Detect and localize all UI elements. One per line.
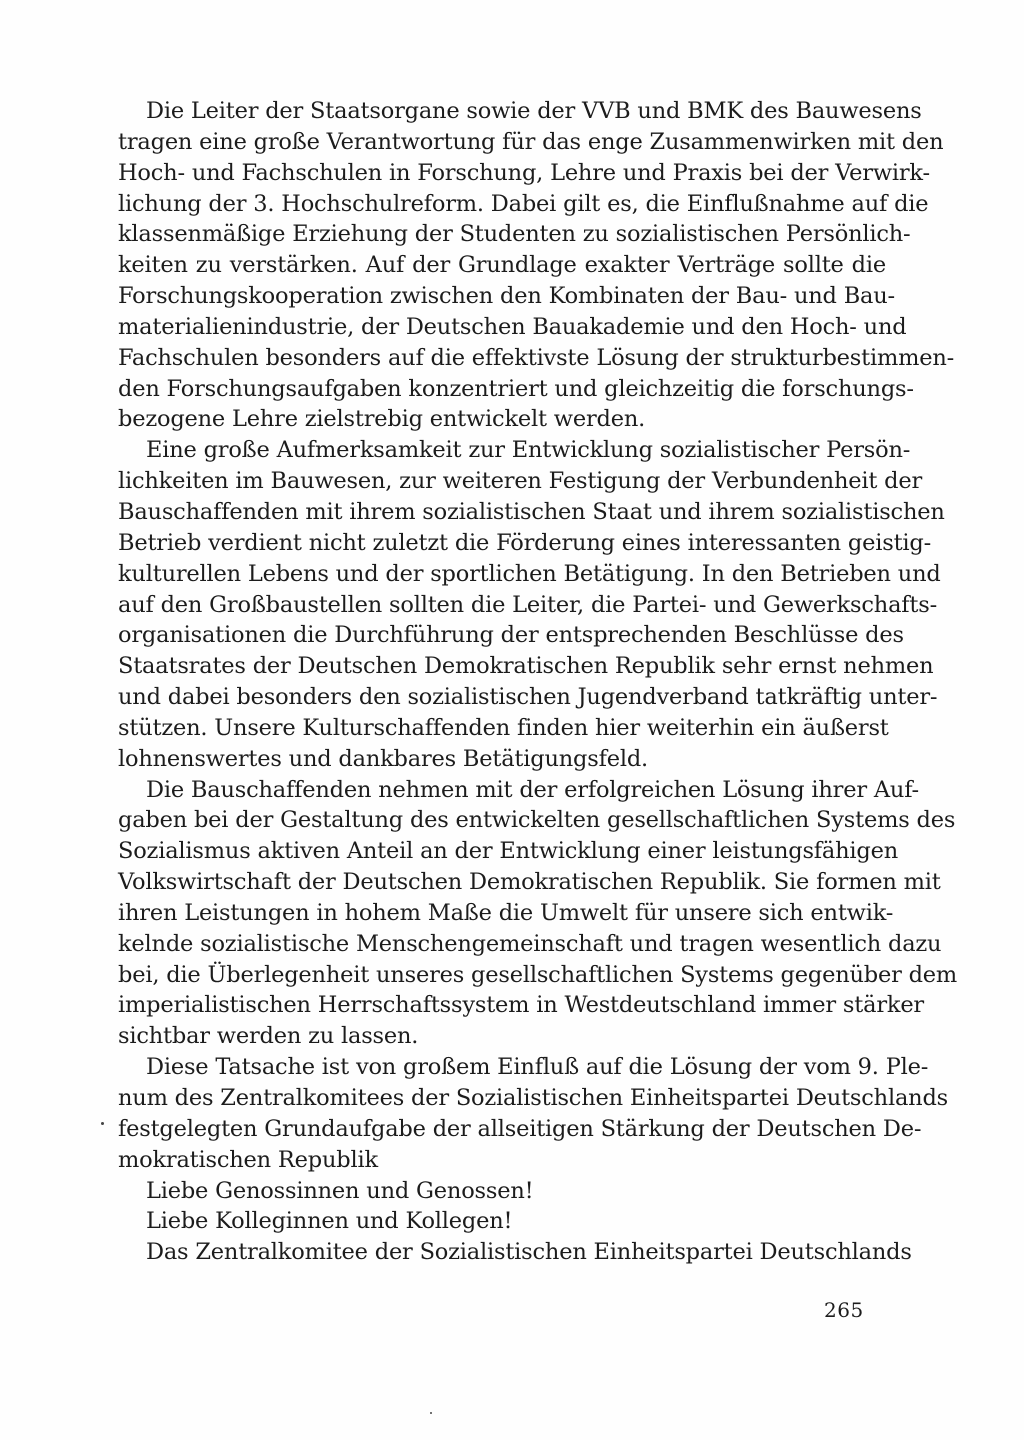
paragraph-1-line-7: Forschungskooperation zwischen den Kombinaten der Bau- und Bau- [118,283,895,310]
paragraph-1-line-3: Hoch- und Fachschulen in Forschung, Lehre und Praxis bei der Verwirk- [118,159,930,186]
paragraph-3-line-4: Volkswirtschaft der Deutschen Demokratischen Republik. Sie formen mit [118,869,941,896]
paragraph-3-line-2: gaben bei der Gestaltung des entwickelten gesellschaftlichen Systems des [118,807,956,834]
paragraph-2-line-4: Betrieb verdient nicht zuletzt die Förderung eines interessanten geistig- [118,529,932,556]
paragraph-1-line-10: den Forschungsaufgaben konzentriert und gleichzeitig die forschungs- [118,375,914,402]
scan-speck [430,1412,432,1414]
paragraph-2-line-7: organisationen die Durchführung der entsprechenden Beschlüsse des [118,622,904,649]
scan-speck [101,1122,104,1125]
paragraph-2-line-6: auf den Großbaustellen sollten die Leiter, die Partei- und Gewerkschafts- [118,591,937,618]
page-number: 265 [824,1298,864,1322]
paragraph-2-line-9: und dabei besonders den sozialistischen Jugendverband tatkräftig unter- [118,684,938,711]
paragraph-1-line-11: bezogene Lehre zielstrebig entwickelt werden. [118,406,646,433]
paragraph-2-line-1: Eine große Aufmerksamkeit zur Entwicklung sozialistischer Persön- [146,437,911,464]
paragraph-3-line-9: sichtbar werden zu lassen. [118,1023,419,1050]
paragraph-3-line-6: kelnde sozialistische Menschengemeinschaft und tragen wesentlich dazu [118,930,942,957]
body-text [118,96,958,1268]
paragraph-1-line-8: materialienindustrie, der Deutschen Bauakademie und den Hoch- und [118,313,907,340]
paragraph-2-line-10: stützen. Unsere Kulturschaffenden finden hier weiterhin ein äußerst [118,714,889,741]
paragraph-2-line-2: lichkeiten im Bauwesen, zur weiteren Festigung der Verbundenheit der [118,468,923,495]
paragraph-2-line-8: Staatsrates der Deutschen Demokratischen Republik sehr ernst nehmen [118,653,934,680]
paragraph-3-line-7: bei, die Überlegenheit unseres gesellschaftlichen Systems gegenüber dem [118,961,958,988]
paragraph-2-line-11: lohnenswertes und dankbares Betätigungsfeld. [118,745,649,772]
paragraph-4-line-4: mokratischen Republik [118,1146,378,1173]
paragraph-4-line-3: festgelegten Grundaufgabe der allseitigen Stärkung der Deutschen De- [118,1115,922,1142]
paragraph-3-line-5: ihren Leistungen in hohem Maße die Umwelt für unsere sich entwik- [118,899,894,926]
paragraph-3-line-8: imperialistischen Herrschaftssystem in Westdeutschland immer stärker [118,992,924,1019]
paragraph-4-line-1: Diese Tatsache ist von großem Einfluß auf die Lösung der vom 9. Ple- [146,1054,929,1081]
closing-line: Das Zentralkomitee der Sozialistischen Einheitspartei Deutschlands [146,1239,912,1266]
paragraph-2-line-5: kulturellen Lebens und der sportlichen Betätigung. In den Betrieben und [118,560,941,587]
paragraph-1-line-2: tragen eine große Verantwortung für das enge Zusammenwirken mit den [118,128,944,155]
paragraph-1-line-6: keiten zu verstärken. Auf der Grundlage exakter Verträge sollte die [118,252,886,279]
salutation-colleagues: Liebe Kolleginnen und Kollegen! [146,1208,513,1235]
salutation-comrades: Liebe Genossinnen und Genossen! [146,1177,534,1204]
paragraph-1-line-5: klassenmäßige Erziehung der Studenten zu sozialistischen Persönlich- [118,221,911,248]
paragraph-2-line-3: Bauschaffenden mit ihrem sozialistischen Staat und ihrem sozialistischen [118,498,945,525]
paragraph-3-line-1: Die Bauschaffenden nehmen mit der erfolgreichen Lösung ihrer Auf- [146,776,919,803]
paragraph-1-line-4: lichung der 3. Hochschulreform. Dabei gilt es, die Einflußnahme auf die [118,190,929,217]
paragraph-1-line-1: Die Leiter der Staatsorgane sowie der VVB und BMK des Bauwesens [146,98,922,124]
paragraph-1-line-9: Fachschulen besonders auf die effektivste Lösung der strukturbestimmen- [118,344,955,371]
paragraph-4-line-2: num des Zentralkomitees der Sozialistischen Einheitspartei Deutschlands [118,1085,949,1111]
paragraph-3-line-3: Sozialismus aktiven Anteil an der Entwicklung einer leistungsfähigen [118,838,899,865]
